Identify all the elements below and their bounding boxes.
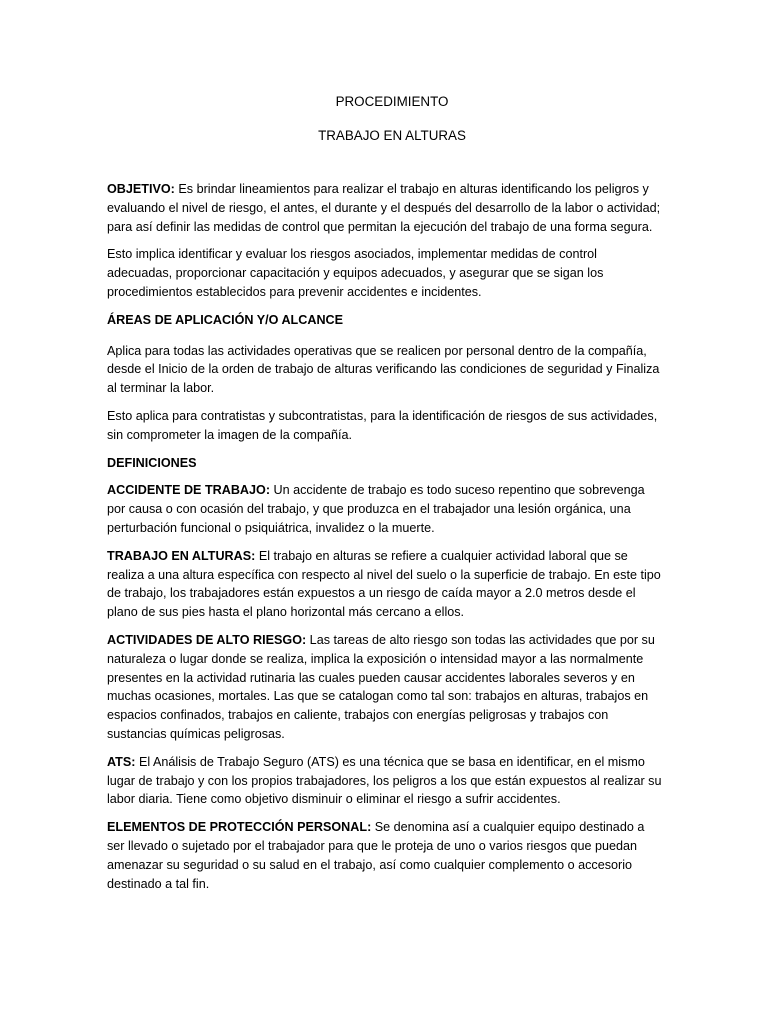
document-subtitle: TRABAJO EN ALTURAS — [318, 128, 466, 143]
ats-text: El Análisis de Trabajo Seguro (ATS) es una técnica que se basa en identificar, en el mismo lugar de trabajo y con los propios trabajadores, los peligros a los que están expuestos al realizar su labor diaria. Tiene como objetivo disminuir o eliminar el riesgo a sufrir accidentes. — [107, 754, 662, 807]
areas-paragraph-1: Aplica para todas las actividades operativas que se realicen por personal dentro de la compañía, desde el Inicio de la orden de trabajo de alturas verificando las condiciones de seguridad y Finaliza al terminar la labor. — [107, 343, 660, 396]
objetivo-text: Es brindar lineamientos para realizar el trabajo en alturas identificando los peligros y evaluando el nivel de riesgo, el antes, el durante y el después del desarrollo de la labor o actividad; para así definir las medidas de control que permitan la ejecución del trabajo de una forma segura. — [107, 182, 661, 234]
trabajo-alturas-paragraph — [107, 547, 663, 622]
accidente-label: ACCIDENTE DE TRABAJO: — [107, 483, 271, 498]
document-body — [107, 92, 663, 902]
actividades-label: ACTIVIDADES DE ALTO RIESGO: — [107, 632, 307, 647]
accidente-paragraph — [107, 481, 663, 537]
definiciones-heading: DEFINICIONES — [107, 455, 197, 470]
objetivo-paragraph-2: Esto implica identificar y evaluar los riesgos asociados, implementar medidas de control adecuadas, proporcionar capacitación y equipos adecuados, y asegurar que se sigan los procedimientos establecidos para prevenir accidentes e incidentes. — [107, 247, 604, 299]
ats-paragraph — [107, 753, 663, 809]
epp-label: ELEMENTOS DE PROTECCIÓN PERSONAL: — [107, 820, 372, 835]
epp-paragraph — [107, 818, 663, 893]
ats-label: ATS: — [107, 754, 136, 769]
areas-heading: ÁREAS DE APLICACIÓN Y/O ALCANCE — [107, 312, 344, 327]
areas-paragraph-2: Esto aplica para contratistas y subcontratistas, para la identificación de riesgos de sus actividades, sin comprometer la imagen de la compañía. — [107, 408, 658, 442]
actividades-paragraph — [107, 631, 663, 744]
trabajo-alturas-text: El trabajo en alturas se refiere a cualquier actividad laboral que se realiza a una altura específica con respecto al nivel del suelo o la superficie de trabajo. En este tipo de trabajo, los trabajadores están expuestos a un riesgo de caída mayor a 2.0 metros desde el plano de sus pies hasta el plano horizontal más cercano a ellos. — [107, 548, 661, 620]
accidente-text: Un accidente de trabajo es todo suceso repentino que sobrevenga por causa o con ocasión del trabajo, y que produzca en el trabajador una lesión orgánica, una perturbación funcional o psiquiátrica, invalidez o la muerte. — [107, 483, 645, 535]
actividades-text: Las tareas de alto riesgo son todas las actividades que por su naturaleza o lugar donde se realiza, implica la exposición o intensidad mayor a las normalmente presentes en la actividad rutinaria las cuales pueden causar accidentes laborales severos y en muchas ocasiones, mortales. Las que se catalogan como tal son: trabajos en alturas, trabajos en espacios confinados, trabajos en caliente, trabajos con energías peligrosas y trabajos con sustancias químicas peligrosas. — [107, 632, 655, 741]
trabajo-alturas-label: TRABAJO EN ALTURAS: — [107, 548, 256, 563]
title-spacer — [107, 146, 663, 180]
document-title: PROCEDIMIENTO — [335, 94, 449, 109]
epp-text: Se denomina así a cualquier equipo destinado a ser llevado o sujetado por el trabajador para que le proteja de uno o varios riesgos que puedan amenazar su seguridad o su salud en el trabajo, así como cualquier complemento o accesorio destinado a tal fin. — [107, 820, 645, 891]
objetivo-label: OBJETIVO: — [107, 182, 175, 196]
objetivo-paragraph — [107, 180, 663, 236]
